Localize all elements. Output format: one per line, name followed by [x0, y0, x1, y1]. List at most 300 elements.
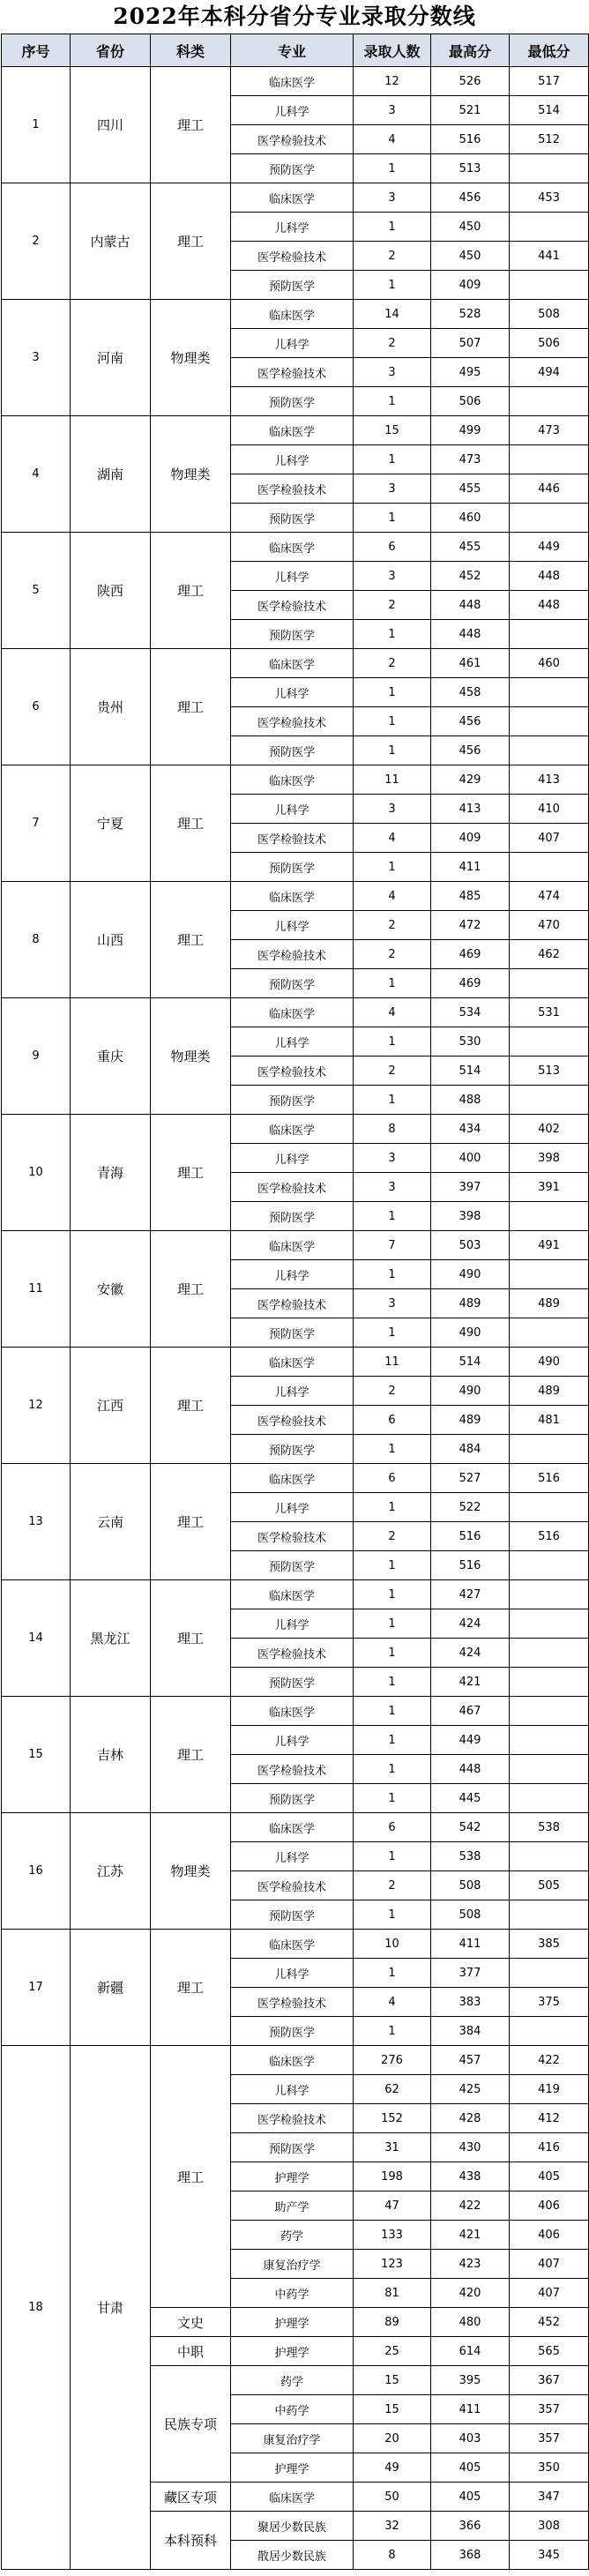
seq-cell: 15 [2, 1697, 71, 1813]
min-score-cell [510, 1551, 589, 1580]
major-cell: 中药学 [231, 2279, 354, 2308]
table-row [2, 67, 589, 96]
max-score-cell: 405 [431, 2483, 510, 2512]
seq-cell: 9 [2, 998, 71, 1115]
category-cell: 物理类 [151, 998, 231, 1115]
major-cell: 临床医学 [231, 1813, 354, 1842]
major-cell: 儿科学 [231, 2075, 354, 2104]
major-cell: 医学检验技术 [231, 125, 354, 154]
max-score-cell: 403 [431, 2424, 510, 2453]
min-score-cell: 538 [510, 1813, 589, 1842]
major-cell: 医学检验技术 [231, 242, 354, 271]
max-score-cell: 534 [431, 998, 510, 1027]
min-score-cell [510, 1609, 589, 1639]
min-score-cell: 516 [510, 1464, 589, 1493]
province-cell: 四川 [71, 67, 151, 183]
seq-cell: 6 [2, 649, 71, 765]
max-score-cell: 516 [431, 1522, 510, 1551]
min-score-cell [510, 1726, 589, 1755]
count-cell: 276 [354, 2046, 431, 2075]
count-cell: 1 [354, 1784, 431, 1813]
min-score-cell: 350 [510, 2453, 589, 2483]
province-cell: 贵州 [71, 649, 151, 765]
min-score-cell: 410 [510, 795, 589, 824]
min-score-cell: 413 [510, 765, 589, 795]
max-score-cell: 427 [431, 1580, 510, 1609]
min-score-cell [510, 1493, 589, 1522]
province-cell: 新疆 [71, 1930, 151, 2046]
max-score-cell: 527 [431, 1464, 510, 1493]
count-cell: 1 [354, 1959, 431, 1988]
province-cell: 重庆 [71, 998, 151, 1115]
table-row [2, 416, 589, 445]
table-row [2, 1697, 589, 1726]
count-cell: 6 [354, 1464, 431, 1493]
count-cell: 4 [354, 125, 431, 154]
province-cell: 江苏 [71, 1813, 151, 1930]
count-cell: 1 [354, 1668, 431, 1697]
max-score-cell: 448 [431, 591, 510, 620]
province-cell: 宁夏 [71, 765, 151, 882]
major-cell: 临床医学 [231, 765, 354, 795]
max-score-cell: 469 [431, 940, 510, 969]
count-cell: 1 [354, 1493, 431, 1522]
min-score-cell [510, 1842, 589, 1871]
seq-cell: 1 [2, 67, 71, 183]
major-cell: 预防医学 [231, 2017, 354, 2046]
major-cell: 医学检验技术 [231, 1639, 354, 1668]
max-score-cell: 409 [431, 271, 510, 300]
max-score-cell: 490 [431, 1318, 510, 1348]
max-score-cell: 423 [431, 2250, 510, 2279]
major-cell: 儿科学 [231, 445, 354, 474]
max-score-cell: 507 [431, 329, 510, 358]
count-cell: 3 [354, 562, 431, 591]
major-cell: 预防医学 [231, 1551, 354, 1580]
max-score-cell: 413 [431, 795, 510, 824]
min-score-cell [510, 387, 589, 416]
max-score-cell: 438 [431, 2162, 510, 2191]
max-score-cell: 480 [431, 2308, 510, 2337]
province-cell: 山西 [71, 882, 151, 998]
seq-cell: 16 [2, 1813, 71, 1930]
min-score-cell: 490 [510, 1348, 589, 1377]
seq-cell: 4 [2, 416, 71, 533]
major-cell: 预防医学 [231, 853, 354, 882]
max-score-cell: 526 [431, 67, 510, 96]
count-cell: 3 [354, 795, 431, 824]
min-score-cell: 516 [510, 1522, 589, 1551]
min-score-cell: 514 [510, 96, 589, 125]
max-score-cell: 377 [431, 1959, 510, 1988]
major-cell: 儿科学 [231, 1842, 354, 1871]
max-score-cell: 428 [431, 2104, 510, 2133]
count-cell: 1 [354, 1726, 431, 1755]
max-score-cell: 516 [431, 1551, 510, 1580]
max-score-cell: 472 [431, 911, 510, 940]
header-major: 专业 [231, 34, 354, 67]
table-row [2, 300, 589, 329]
min-score-cell [510, 969, 589, 998]
table-body [2, 67, 589, 2570]
max-score-cell: 424 [431, 1609, 510, 1639]
max-score-cell: 384 [431, 2017, 510, 2046]
max-score-cell: 398 [431, 1202, 510, 1231]
min-score-cell [510, 1900, 589, 1930]
count-cell: 1 [354, 1260, 431, 1289]
count-cell: 25 [354, 2337, 431, 2366]
major-cell: 预防医学 [231, 620, 354, 649]
min-score-cell: 402 [510, 1115, 589, 1144]
count-cell: 2 [354, 1871, 431, 1900]
max-score-cell: 473 [431, 445, 510, 474]
count-cell: 1 [354, 1697, 431, 1726]
min-score-cell: 489 [510, 1289, 589, 1318]
seq-cell: 14 [2, 1580, 71, 1697]
max-score-cell: 542 [431, 1813, 510, 1842]
category-cell: 中职 [151, 2337, 231, 2366]
count-cell: 4 [354, 998, 431, 1027]
min-score-cell [510, 1784, 589, 1813]
count-cell: 4 [354, 882, 431, 911]
min-score-cell: 345 [510, 2541, 589, 2570]
major-cell: 儿科学 [231, 795, 354, 824]
major-cell: 儿科学 [231, 1493, 354, 1522]
max-score-cell: 422 [431, 2191, 510, 2221]
min-score-cell: 512 [510, 125, 589, 154]
min-score-cell: 462 [510, 940, 589, 969]
max-score-cell: 516 [431, 125, 510, 154]
count-cell: 1 [354, 1435, 431, 1464]
province-cell: 湖南 [71, 416, 151, 533]
min-score-cell: 489 [510, 1377, 589, 1406]
min-score-cell: 508 [510, 300, 589, 329]
count-cell: 1 [354, 1609, 431, 1639]
major-cell: 聚居少数民族 [231, 2512, 354, 2541]
major-cell: 预防医学 [231, 736, 354, 765]
header-max: 最高分 [431, 34, 510, 67]
major-cell: 临床医学 [231, 649, 354, 678]
max-score-cell: 521 [431, 96, 510, 125]
major-cell: 中药学 [231, 2395, 354, 2424]
count-cell: 15 [354, 2395, 431, 2424]
min-score-cell: 505 [510, 1871, 589, 1900]
count-cell: 1 [354, 736, 431, 765]
province-cell: 陕西 [71, 533, 151, 649]
max-score-cell: 409 [431, 824, 510, 853]
major-cell: 儿科学 [231, 329, 354, 358]
category-cell: 理工 [151, 1580, 231, 1697]
min-score-cell: 308 [510, 2512, 589, 2541]
major-cell: 预防医学 [231, 969, 354, 998]
table-row [2, 2046, 589, 2075]
min-score-cell [510, 853, 589, 882]
count-cell: 123 [354, 2250, 431, 2279]
max-score-cell: 452 [431, 562, 510, 591]
count-cell: 50 [354, 2483, 431, 2512]
min-score-cell: 473 [510, 416, 589, 445]
major-cell: 临床医学 [231, 300, 354, 329]
seq-cell: 3 [2, 300, 71, 416]
category-cell: 藏区专项 [151, 2483, 231, 2512]
max-score-cell: 458 [431, 678, 510, 707]
max-score-cell: 411 [431, 2395, 510, 2424]
header-seq: 序号 [2, 34, 71, 67]
max-score-cell: 490 [431, 1260, 510, 1289]
min-score-cell: 398 [510, 1144, 589, 1173]
count-cell: 2 [354, 329, 431, 358]
min-score-cell [510, 1755, 589, 1784]
count-cell: 1 [354, 707, 431, 736]
category-cell: 理工 [151, 1697, 231, 1813]
province-cell: 吉林 [71, 1697, 151, 1813]
major-cell: 药学 [231, 2366, 354, 2395]
min-score-cell: 375 [510, 1988, 589, 2017]
max-score-cell: 499 [431, 416, 510, 445]
min-score-cell [510, 1202, 589, 1231]
count-cell: 1 [354, 1580, 431, 1609]
major-cell: 预防医学 [231, 154, 354, 183]
major-cell: 预防医学 [231, 387, 354, 416]
major-cell: 临床医学 [231, 2483, 354, 2512]
table-row [2, 649, 589, 678]
seq-cell: 11 [2, 1231, 71, 1348]
min-score-cell: 494 [510, 358, 589, 387]
major-cell: 医学检验技术 [231, 1988, 354, 2017]
count-cell: 1 [354, 1900, 431, 1930]
major-cell: 临床医学 [231, 67, 354, 96]
min-score-cell [510, 504, 589, 533]
max-score-cell: 397 [431, 1173, 510, 1202]
major-cell: 预防医学 [231, 1202, 354, 1231]
min-score-cell: 513 [510, 1057, 589, 1086]
max-score-cell: 429 [431, 765, 510, 795]
count-cell: 49 [354, 2453, 431, 2483]
major-cell: 护理学 [231, 2308, 354, 2337]
major-cell: 临床医学 [231, 1348, 354, 1377]
major-cell: 临床医学 [231, 1464, 354, 1493]
seq-cell: 18 [2, 2046, 71, 2570]
count-cell: 2 [354, 940, 431, 969]
max-score-cell: 448 [431, 620, 510, 649]
count-cell: 3 [354, 183, 431, 213]
count-cell: 1 [354, 1639, 431, 1668]
min-score-cell: 446 [510, 474, 589, 504]
min-score-cell: 347 [510, 2483, 589, 2512]
count-cell: 1 [354, 1551, 431, 1580]
min-score-cell [510, 1697, 589, 1726]
min-score-cell: 449 [510, 533, 589, 562]
min-score-cell: 419 [510, 2075, 589, 2104]
major-cell: 助产学 [231, 2191, 354, 2221]
major-cell: 医学检验技术 [231, 591, 354, 620]
count-cell: 47 [354, 2191, 431, 2221]
count-cell: 12 [354, 67, 431, 96]
major-cell: 预防医学 [231, 271, 354, 300]
category-cell: 理工 [151, 1231, 231, 1348]
category-cell: 理工 [151, 2046, 231, 2308]
category-cell: 理工 [151, 765, 231, 882]
major-cell: 护理学 [231, 2337, 354, 2366]
major-cell: 儿科学 [231, 1726, 354, 1755]
count-cell: 62 [354, 2075, 431, 2104]
count-cell: 1 [354, 678, 431, 707]
major-cell: 医学检验技术 [231, 1057, 354, 1086]
category-cell: 理工 [151, 1348, 231, 1464]
max-score-cell: 495 [431, 358, 510, 387]
min-score-cell: 406 [510, 2221, 589, 2250]
min-score-cell: 412 [510, 2104, 589, 2133]
major-cell: 医学检验技术 [231, 358, 354, 387]
major-cell: 预防医学 [231, 1086, 354, 1115]
table-row [2, 1930, 589, 1959]
max-score-cell: 424 [431, 1639, 510, 1668]
province-cell: 黑龙江 [71, 1580, 151, 1697]
min-score-cell [510, 1959, 589, 1988]
max-score-cell: 455 [431, 533, 510, 562]
min-score-cell: 506 [510, 329, 589, 358]
major-cell: 医学检验技术 [231, 1522, 354, 1551]
major-cell: 预防医学 [231, 1900, 354, 1930]
min-score-cell: 407 [510, 824, 589, 853]
province-cell: 安徽 [71, 1231, 151, 1348]
count-cell: 2 [354, 1377, 431, 1406]
major-cell: 预防医学 [231, 504, 354, 533]
header-province: 省份 [71, 34, 151, 67]
category-cell: 物理类 [151, 1813, 231, 1930]
max-score-cell: 488 [431, 1086, 510, 1115]
major-cell: 儿科学 [231, 213, 354, 242]
min-score-cell: 407 [510, 2279, 589, 2308]
count-cell: 1 [354, 445, 431, 474]
count-cell: 14 [354, 300, 431, 329]
min-score-cell: 357 [510, 2424, 589, 2453]
min-score-cell: 416 [510, 2133, 589, 2162]
min-score-cell: 517 [510, 67, 589, 96]
table-row [2, 1231, 589, 1260]
category-cell: 理工 [151, 1930, 231, 2046]
min-score-cell: 422 [510, 2046, 589, 2075]
major-cell: 预防医学 [231, 1435, 354, 1464]
count-cell: 3 [354, 1144, 431, 1173]
count-cell: 1 [354, 154, 431, 183]
min-score-cell [510, 1435, 589, 1464]
max-score-cell: 456 [431, 183, 510, 213]
table-row [2, 1813, 589, 1842]
max-score-cell: 420 [431, 2279, 510, 2308]
count-cell: 1 [354, 969, 431, 998]
max-score-cell: 445 [431, 1784, 510, 1813]
min-score-cell [510, 445, 589, 474]
count-cell: 133 [354, 2221, 431, 2250]
major-cell: 医学检验技术 [231, 824, 354, 853]
table-row [2, 1580, 589, 1609]
count-cell: 7 [354, 1231, 431, 1260]
major-cell: 护理学 [231, 2453, 354, 2483]
count-cell: 1 [354, 387, 431, 416]
min-score-cell: 481 [510, 1406, 589, 1435]
count-cell: 1 [354, 1842, 431, 1871]
major-cell: 临床医学 [231, 1580, 354, 1609]
count-cell: 3 [354, 1289, 431, 1318]
count-cell: 1 [354, 2017, 431, 2046]
category-cell: 民族专项 [151, 2366, 231, 2483]
major-cell: 儿科学 [231, 1959, 354, 1988]
province-cell: 河南 [71, 300, 151, 416]
max-score-cell: 530 [431, 1027, 510, 1057]
min-score-cell: 453 [510, 183, 589, 213]
major-cell: 临床医学 [231, 1697, 354, 1726]
min-score-cell [510, 271, 589, 300]
min-score-cell: 470 [510, 911, 589, 940]
major-cell: 康复治疗学 [231, 2250, 354, 2279]
count-cell: 89 [354, 2308, 431, 2337]
major-cell: 医学检验技术 [231, 940, 354, 969]
major-cell: 医学检验技术 [231, 707, 354, 736]
max-score-cell: 395 [431, 2366, 510, 2395]
max-score-cell: 514 [431, 1057, 510, 1086]
count-cell: 4 [354, 824, 431, 853]
count-cell: 2 [354, 591, 431, 620]
table-row [2, 1464, 589, 1493]
min-score-cell: 406 [510, 2191, 589, 2221]
category-cell: 理工 [151, 533, 231, 649]
category-cell: 文史 [151, 2308, 231, 2337]
min-score-cell: 460 [510, 649, 589, 678]
max-score-cell: 490 [431, 1377, 510, 1406]
major-cell: 医学检验技术 [231, 1871, 354, 1900]
major-cell: 临床医学 [231, 2046, 354, 2075]
max-score-cell: 457 [431, 2046, 510, 2075]
major-cell: 康复治疗学 [231, 2424, 354, 2453]
max-score-cell: 508 [431, 1900, 510, 1930]
major-cell: 预防医学 [231, 1318, 354, 1348]
count-cell: 8 [354, 2541, 431, 2570]
major-cell: 预防医学 [231, 1784, 354, 1813]
admission-scores-table [1, 34, 589, 2570]
table-row [2, 998, 589, 1027]
major-cell: 临床医学 [231, 998, 354, 1027]
major-cell: 医学检验技术 [231, 2104, 354, 2133]
count-cell: 2 [354, 649, 431, 678]
count-cell: 10 [354, 1930, 431, 1959]
major-cell: 儿科学 [231, 1144, 354, 1173]
max-score-cell: 421 [431, 2221, 510, 2250]
count-cell: 1 [354, 1202, 431, 1231]
min-score-cell [510, 1639, 589, 1668]
min-score-cell [510, 678, 589, 707]
min-score-cell: 474 [510, 882, 589, 911]
major-cell: 临床医学 [231, 1231, 354, 1260]
major-cell: 护理学 [231, 2162, 354, 2191]
max-score-cell: 456 [431, 707, 510, 736]
min-score-cell [510, 154, 589, 183]
max-score-cell: 528 [431, 300, 510, 329]
header-category: 科类 [151, 34, 231, 67]
major-cell: 预防医学 [231, 1668, 354, 1697]
header-min: 最低分 [510, 34, 589, 67]
min-score-cell [510, 1668, 589, 1697]
max-score-cell: 489 [431, 1289, 510, 1318]
count-cell: 1 [354, 620, 431, 649]
max-score-cell: 538 [431, 1842, 510, 1871]
table-row [2, 882, 589, 911]
table-row [2, 1115, 589, 1144]
min-score-cell: 565 [510, 2337, 589, 2366]
province-cell: 甘肃 [71, 2046, 151, 2570]
category-cell: 物理类 [151, 300, 231, 416]
table-header-row [2, 34, 589, 67]
